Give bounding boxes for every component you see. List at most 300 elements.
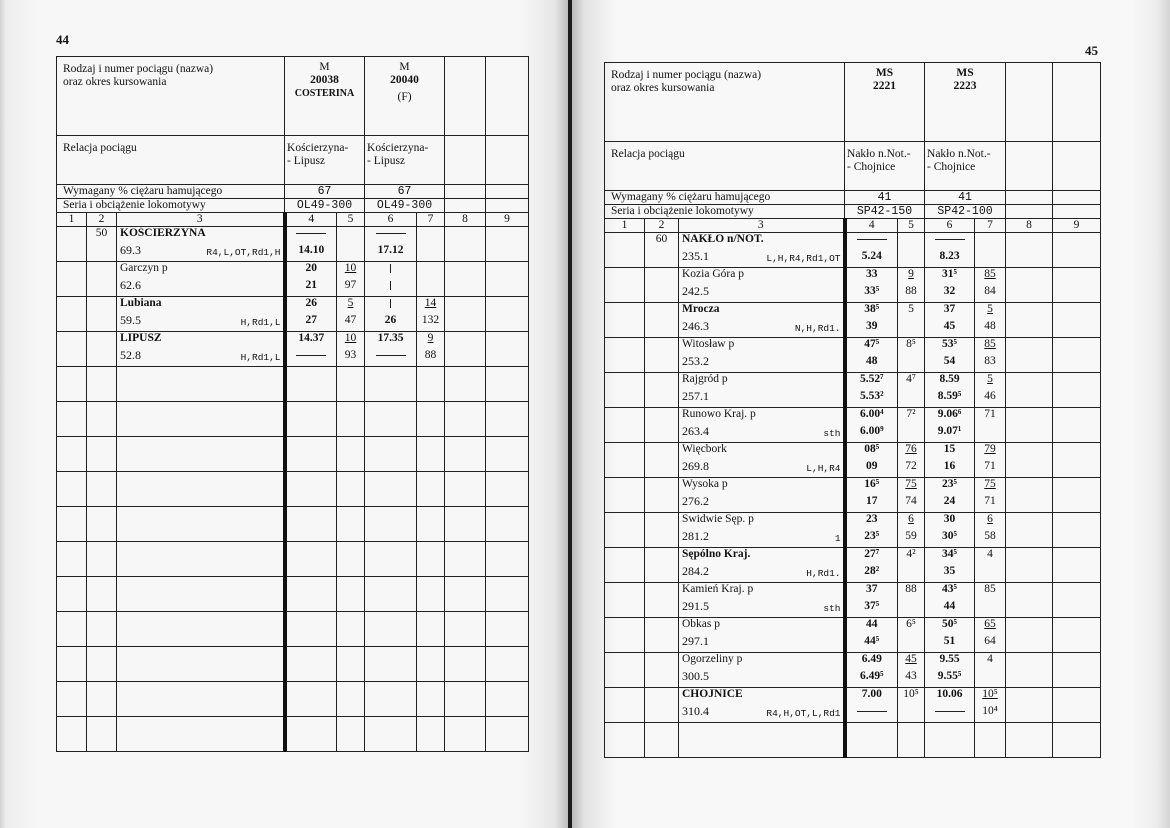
empty-cell: [417, 402, 445, 437]
running-time-cell: [417, 262, 445, 280]
empty-cell: [417, 472, 445, 507]
empty-cell: [285, 647, 337, 682]
station-row-km: [605, 635, 1101, 653]
station-row-km: [605, 565, 1101, 583]
empty-cell: [1006, 530, 1053, 548]
train-label: Rodzaj i numer pociągu (nazwa) oraz okres kursowania: [605, 63, 845, 142]
station-row: [605, 653, 1101, 671]
running-time-value: 59: [905, 530, 917, 542]
km-line: [682, 425, 841, 440]
running-time-value: 88: [424, 349, 437, 361]
relation-row: [57, 136, 529, 185]
running-time-cell: [975, 320, 1006, 338]
empty-row: [57, 367, 529, 402]
column-number: 8: [445, 213, 486, 227]
running-time-cell: [898, 513, 925, 531]
running-time-cell: [898, 530, 925, 548]
empty-cell: [117, 717, 285, 752]
time-value: 5.53²: [859, 390, 884, 402]
running-time-cell: [898, 425, 925, 443]
empty-cell: [1006, 373, 1053, 391]
time-value: 45: [943, 320, 956, 332]
empty-cell: [337, 647, 365, 682]
empty-cell: [87, 349, 117, 367]
time-cell: [925, 285, 975, 303]
station-row-km: [605, 600, 1101, 618]
empty-cell: [87, 472, 117, 507]
empty-cell: [1053, 705, 1101, 723]
running-time-cell: [975, 250, 1006, 268]
time-value: 6.00⁹: [859, 425, 884, 437]
station-km-cell: [679, 530, 845, 548]
running-time-value: 72: [905, 460, 917, 472]
empty-cell: [605, 355, 645, 373]
time-value: 8.23: [939, 250, 960, 262]
empty-cell: [57, 682, 87, 717]
pass-line: [390, 281, 391, 290]
right-page: [572, 0, 1170, 828]
km-line: [120, 314, 281, 329]
running-time-value: 71: [984, 460, 996, 472]
time-cell: [285, 332, 337, 350]
time-value: 15: [943, 443, 956, 455]
train-relation: Kościerzyna- - Lipusz: [365, 136, 445, 185]
running-time-cell: [975, 303, 1006, 321]
time-cell: [285, 227, 337, 245]
station-row-km: [57, 279, 529, 297]
empty-cell: [1006, 250, 1053, 268]
empty-cell: [1006, 338, 1053, 356]
empty-cell: [57, 472, 87, 507]
empty-cell: [1006, 618, 1053, 636]
running-time-cell: [975, 688, 1006, 706]
running-time-value: 14: [424, 297, 437, 309]
page-number: 45: [1085, 43, 1098, 58]
loco-row: [57, 199, 529, 213]
column-number: 3: [117, 213, 285, 227]
empty-cell: [285, 577, 337, 612]
empty-cell: [445, 647, 486, 682]
running-time-cell: [417, 227, 445, 245]
station-row-km: [605, 285, 1101, 303]
running-time-cell: [417, 297, 445, 315]
empty-cell: [605, 303, 645, 321]
time-cell: [285, 349, 337, 367]
station-codes: N,H,Rd1.: [794, 323, 841, 334]
time-value: 30⁵: [942, 530, 957, 542]
empty-cell: [1006, 63, 1053, 142]
empty-cell: [365, 577, 417, 612]
running-time-value: 48: [984, 320, 996, 332]
station-name: Garczyn p: [117, 262, 285, 280]
empty-cell: [605, 565, 645, 583]
station-km: 253.2: [682, 355, 709, 368]
train-number: 20038: [310, 74, 339, 86]
running-time-cell: [337, 262, 365, 280]
time-cell: [845, 443, 898, 461]
empty-cell: [1006, 460, 1053, 478]
running-time-cell: [337, 297, 365, 315]
empty-cell: [445, 244, 486, 262]
running-time-cell: [417, 314, 445, 332]
running-time-value: 4²: [906, 548, 916, 560]
train-relation: Nakło n.Not.- - Chojnice: [925, 142, 1006, 191]
empty-cell: [337, 717, 365, 752]
running-time-value: 45: [905, 653, 917, 665]
station-row: [605, 618, 1101, 636]
running-time-value: 85: [984, 338, 996, 350]
station-name: Kamień Kraj. p: [679, 583, 845, 601]
train-loco: SP42-150: [845, 205, 925, 219]
time-cell: [845, 320, 898, 338]
time-cell: [845, 670, 898, 688]
station-row-km: [605, 670, 1101, 688]
station-km-cell: [679, 495, 845, 513]
empty-cell: [1006, 583, 1053, 601]
train-id-2: [925, 63, 1006, 142]
time-cell: [845, 250, 898, 268]
empty-cell: [1006, 443, 1053, 461]
empty-cell: [605, 390, 645, 408]
empty-cell: [417, 682, 445, 717]
station-name: Obkas p: [679, 618, 845, 636]
empty-cell: [1053, 320, 1101, 338]
running-time-cell: [975, 600, 1006, 618]
empty-cell: [1053, 233, 1101, 251]
empty-cell: [445, 262, 486, 280]
empty-cell: [486, 367, 529, 402]
time-cell: [925, 530, 975, 548]
empty-cell: [486, 542, 529, 577]
column-number: 8: [1006, 219, 1053, 233]
empty-cell: [486, 227, 529, 245]
running-time-cell: [975, 460, 1006, 478]
loco-label: Seria i obciążenie lokomotywy: [605, 205, 845, 219]
empty-row: [57, 717, 529, 752]
station-km: 281.2: [682, 530, 709, 543]
station-row-km: [605, 320, 1101, 338]
time-value: 27: [305, 314, 318, 326]
station-km: 269.8: [682, 460, 709, 473]
running-time-value: 10⁵: [982, 688, 998, 700]
empty-row: [57, 682, 529, 717]
empty-cell: [337, 472, 365, 507]
empty-cell: [285, 367, 337, 402]
running-time-value: 74: [905, 495, 917, 507]
empty-cell: [57, 227, 87, 245]
station-row: [605, 233, 1101, 251]
empty-cell: [87, 367, 117, 402]
running-time-cell: [898, 460, 925, 478]
empty-cell: [605, 600, 645, 618]
time-cell: [925, 513, 975, 531]
running-time-value: 9: [908, 268, 914, 280]
empty-cell: [486, 472, 529, 507]
station-name: KOŚCIERZYNA: [117, 227, 285, 245]
station-row: [57, 332, 529, 350]
time-cell: [925, 268, 975, 286]
train-number: 2223: [953, 80, 977, 92]
empty-cell: [87, 402, 117, 437]
empty-cell: [337, 682, 365, 717]
station-km-cell: [679, 460, 845, 478]
time-value: 9.07¹: [937, 425, 962, 437]
empty-cell: [285, 682, 337, 717]
empty-cell: [645, 565, 679, 583]
empty-cell: [1053, 408, 1101, 426]
train-loco: OL49-300: [365, 199, 445, 213]
running-time-value: 88: [905, 285, 917, 297]
time-value: 43⁵: [942, 583, 957, 595]
empty-cell: [1053, 268, 1101, 286]
time-cell: [845, 285, 898, 303]
empty-cell: [486, 647, 529, 682]
train-id-1: [845, 63, 925, 142]
empty-row: [57, 647, 529, 682]
empty-cell: [285, 717, 337, 752]
running-time-value: 6: [987, 513, 993, 525]
time-value: 5.52⁷: [859, 373, 884, 385]
empty-cell: [1006, 513, 1053, 531]
empty-cell: [445, 472, 486, 507]
station-row-km: [605, 390, 1101, 408]
empty-cell: [1006, 635, 1053, 653]
empty-cell: [605, 723, 645, 758]
station-km: 276.2: [682, 495, 709, 508]
station-name: Rajgród p: [679, 373, 845, 391]
time-value: 24: [943, 495, 956, 507]
empty-cell: [365, 472, 417, 507]
empty-cell: [1006, 688, 1053, 706]
time-value: 44: [943, 600, 956, 612]
empty-cell: [1006, 705, 1053, 723]
empty-cell: [87, 262, 117, 280]
empty-cell: [445, 367, 486, 402]
time-cell: [845, 390, 898, 408]
time-value: 35: [943, 565, 956, 577]
time-cell: [285, 262, 337, 280]
km-line: [682, 635, 841, 648]
empty-cell: [285, 472, 337, 507]
empty-cell: [1053, 635, 1101, 653]
empty-cell: [1053, 63, 1101, 142]
train-loco: SP42-100: [925, 205, 1006, 219]
empty-cell: [87, 682, 117, 717]
time-value: 26: [384, 314, 397, 326]
empty-cell: [486, 262, 529, 280]
empty-cell: [1053, 670, 1101, 688]
relation-row: [605, 142, 1101, 191]
empty-cell: [1006, 303, 1053, 321]
station-km-cell: [679, 390, 845, 408]
station-name: Kozia Góra p: [679, 268, 845, 286]
running-time-cell: [975, 653, 1006, 671]
empty-cell: [445, 332, 486, 350]
empty-cell: [417, 367, 445, 402]
km-line: [682, 565, 841, 580]
empty-cell: [117, 507, 285, 542]
time-cell: [845, 460, 898, 478]
time-cell: [925, 583, 975, 601]
empty-cell: [417, 437, 445, 472]
empty-cell: [486, 612, 529, 647]
time-cell: [365, 297, 417, 315]
time-value: 20: [305, 262, 318, 274]
time-cell: [845, 600, 898, 618]
empty-cell: [365, 507, 417, 542]
running-time-cell: [975, 565, 1006, 583]
running-time-cell: [898, 268, 925, 286]
station-codes: 1: [834, 533, 841, 544]
empty-cell: [1006, 205, 1053, 219]
station-name: LIPUSZ: [117, 332, 285, 350]
km-line: [682, 355, 841, 368]
empty-cell: [486, 349, 529, 367]
empty-cell: [445, 314, 486, 332]
time-cell: [285, 279, 337, 297]
empty-cell: [87, 717, 117, 752]
km-line: [682, 460, 841, 475]
time-value: 08⁵: [864, 443, 880, 455]
dash-line: [857, 239, 887, 240]
station-km-cell: [117, 244, 285, 262]
km-line: [682, 285, 841, 298]
column-number: 3: [679, 219, 845, 233]
running-time-cell: [898, 355, 925, 373]
empty-cell: [57, 612, 87, 647]
dash-line: [296, 355, 326, 356]
empty-cell: [337, 507, 365, 542]
running-time-cell: [975, 705, 1006, 723]
station-km: 242.5: [682, 285, 709, 298]
empty-cell: [445, 507, 486, 542]
running-time-value: 10: [344, 262, 357, 274]
station-row: [57, 297, 529, 315]
empty-cell: [1006, 268, 1053, 286]
dash-line: [376, 233, 406, 234]
station-row-km: [57, 349, 529, 367]
empty-cell: [645, 635, 679, 653]
empty-cell: [1053, 688, 1101, 706]
empty-cell: [87, 542, 117, 577]
empty-cell: [57, 262, 87, 280]
time-cell: [925, 303, 975, 321]
empty-cell: [1053, 443, 1101, 461]
station-row: [57, 262, 529, 280]
empty-cell: [365, 402, 417, 437]
running-time-cell: [337, 314, 365, 332]
empty-cell: [486, 199, 529, 213]
train-label: Rodzaj i numer pociągu (nazwa) oraz okres kursowania: [57, 57, 285, 136]
line-number: 50: [87, 227, 117, 245]
empty-cell: [1053, 653, 1101, 671]
empty-cell: [445, 682, 486, 717]
empty-cell: [117, 647, 285, 682]
column-number: 7: [417, 213, 445, 227]
running-time-value: 10⁴: [982, 705, 998, 717]
station-row-km: [605, 460, 1101, 478]
empty-cell: [337, 437, 365, 472]
time-value: 53⁵: [942, 338, 957, 350]
time-cell: [845, 478, 898, 496]
running-time-cell: [975, 233, 1006, 251]
empty-cell: [445, 437, 486, 472]
train-note: (F): [397, 91, 412, 103]
running-time-cell: [975, 635, 1006, 653]
running-time-cell: [417, 349, 445, 367]
empty-cell: [365, 682, 417, 717]
empty-cell: [1053, 600, 1101, 618]
station-km: 300.5: [682, 670, 709, 683]
time-cell: [925, 688, 975, 706]
empty-cell: [117, 402, 285, 437]
empty-cell: [1006, 723, 1053, 758]
empty-cell: [365, 437, 417, 472]
running-time-cell: [898, 390, 925, 408]
empty-cell: [645, 250, 679, 268]
time-cell: [365, 314, 417, 332]
running-time-value: 84: [984, 285, 996, 297]
empty-cell: [645, 583, 679, 601]
empty-cell: [1006, 478, 1053, 496]
empty-cell: [605, 268, 645, 286]
empty-cell: [605, 635, 645, 653]
station-km: 62.6: [120, 279, 141, 292]
time-value: 23⁵: [864, 530, 880, 542]
empty-cell: [87, 244, 117, 262]
train-number: 20040: [390, 74, 419, 86]
station-codes: L,H,R4: [806, 463, 841, 474]
time-value: 14.10: [298, 244, 325, 256]
time-value: 17: [866, 495, 878, 507]
column-number: 7: [975, 219, 1006, 233]
time-value: 47⁵: [864, 338, 880, 350]
train-relation: Nakło n.Not.- - Chojnice: [845, 142, 925, 191]
empty-cell: [285, 507, 337, 542]
station-km-cell: [679, 250, 845, 268]
empty-cell: [1053, 530, 1101, 548]
running-time-value: 47: [344, 314, 357, 326]
running-time-cell: [898, 373, 925, 391]
empty-cell: [605, 478, 645, 496]
running-time-cell: [975, 443, 1006, 461]
running-time-cell: [898, 408, 925, 426]
time-value: 31⁵: [942, 268, 957, 280]
empty-cell: [87, 577, 117, 612]
time-cell: [285, 314, 337, 332]
running-time-cell: [898, 705, 925, 723]
empty-cell: [87, 612, 117, 647]
time-cell: [925, 355, 975, 373]
empty-cell: [1006, 142, 1053, 191]
running-time-cell: [975, 268, 1006, 286]
time-value: 09: [866, 460, 878, 472]
dash-line: [935, 711, 965, 712]
station-name: Sępólno Kraj.: [679, 548, 845, 566]
running-time-value: 10⁵: [903, 688, 919, 700]
running-time-cell: [898, 600, 925, 618]
train-name: COSTERINA: [294, 88, 355, 99]
time-value: 37: [943, 303, 956, 315]
station-codes: H,Rd1.: [806, 568, 841, 579]
km-line: [682, 495, 841, 508]
pass-line: [390, 264, 391, 273]
pass-line: [390, 299, 391, 308]
empty-cell: [1006, 390, 1053, 408]
left-page: [0, 0, 568, 828]
empty-row: [57, 437, 529, 472]
running-time-cell: [975, 355, 1006, 373]
